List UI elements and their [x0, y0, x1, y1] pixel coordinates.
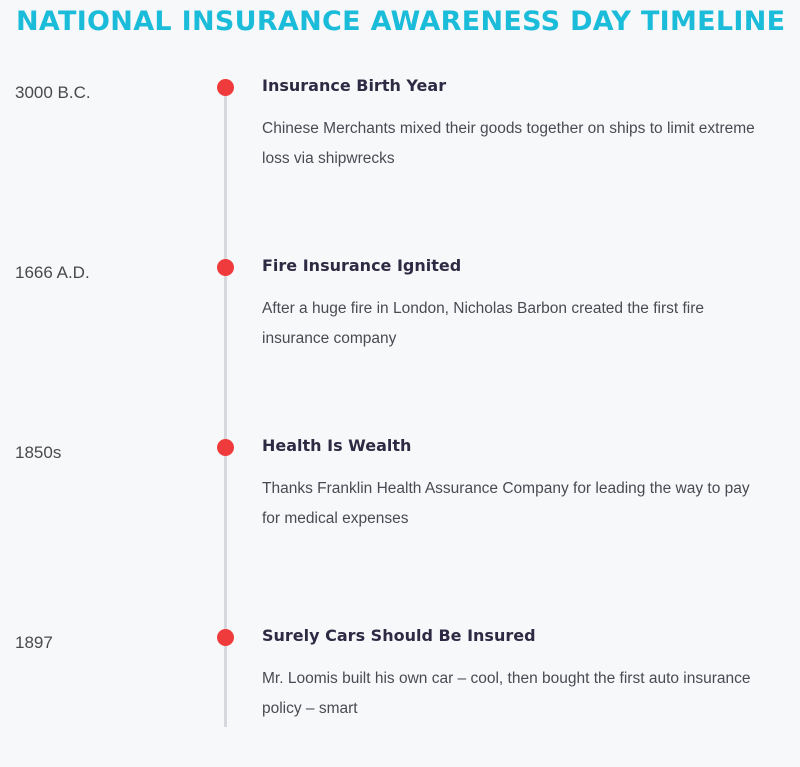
timeline-event [0, 76, 800, 202]
event-date: 3000 B.C. [15, 83, 91, 102]
event-title: Surely Cars Should Be Insured [262, 626, 536, 645]
timeline-event [0, 626, 800, 752]
event-title: Fire Insurance Ignited [262, 256, 462, 275]
event-date: 1850s [15, 443, 62, 462]
event-title: Insurance Birth Year [262, 76, 447, 95]
event-description: Chinese Merchants mixed their goods together on ships to limit extreme loss via shipwrecks [262, 120, 755, 167]
event-title: Health Is Wealth [262, 436, 412, 455]
timeline-dot-icon [217, 439, 234, 456]
event-date: 1897 [15, 633, 53, 652]
timeline-dot-icon [217, 259, 234, 276]
page-title: NATIONAL INSURANCE AWARENESS DAY TIMELINE [16, 6, 786, 37]
timeline-dot-icon [217, 79, 234, 96]
event-description: Mr. Loomis built his own car – cool, then bought the first auto insurance policy – smart [262, 670, 751, 717]
timeline-event [0, 436, 800, 562]
event-description: Thanks Franklin Health Assurance Company for leading the way to pay for medical expenses [262, 480, 750, 527]
event-date: 1666 A.D. [15, 263, 90, 282]
timeline-event [0, 256, 800, 382]
event-description: After a huge fire in London, Nicholas Barbon created the first fire insurance company [262, 300, 704, 347]
timeline-dot-icon [217, 629, 234, 646]
